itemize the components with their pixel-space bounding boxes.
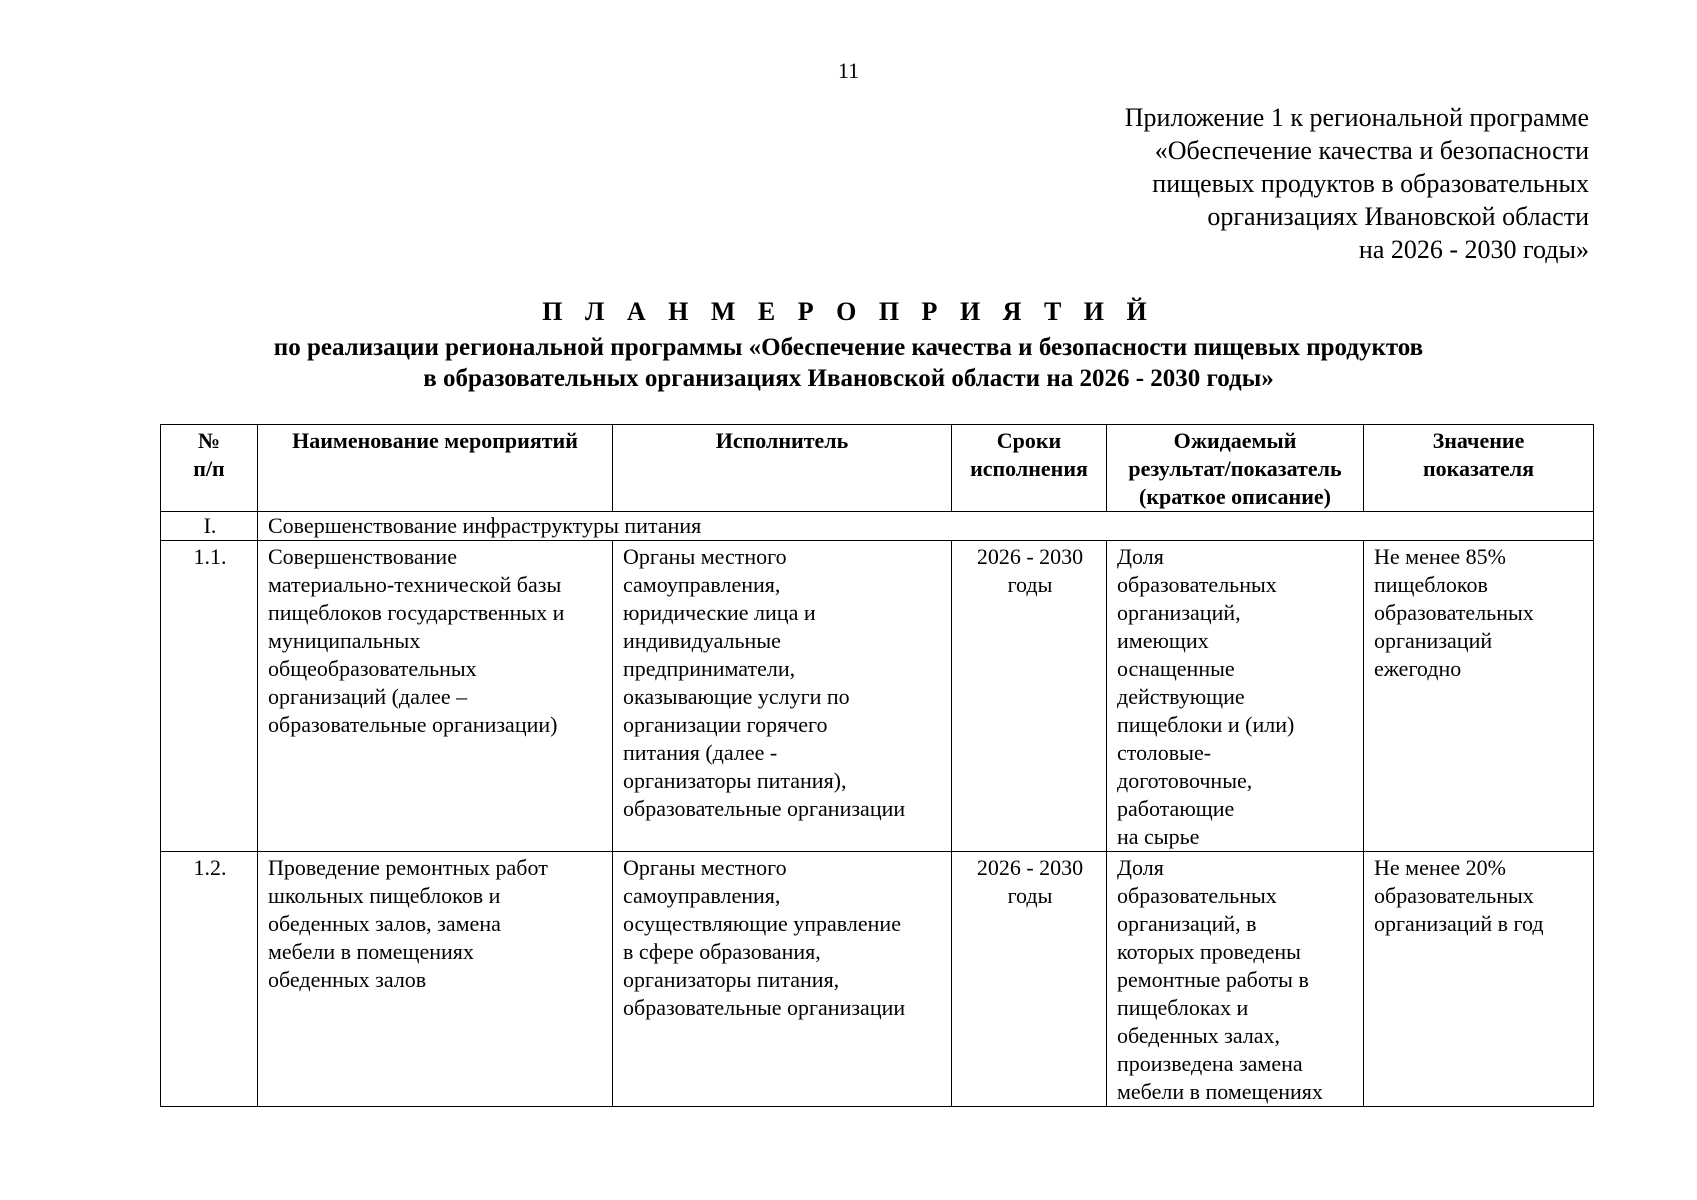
row-expected-result: Доля образовательных организаций, в которых проведены ремонтные работы в пищеблоках и обеденных залах, произведена замена мебели в помещениях — [1107, 852, 1364, 1107]
row-term: 2026 - 2030 годы — [952, 541, 1107, 852]
plan-subtitle-line: в образовательных организациях Ивановской области на 2026 - 2030 годы» — [423, 365, 1274, 392]
row-term: 2026 - 2030 годы — [952, 852, 1107, 1107]
header-term: Сроки исполнения — [952, 425, 1107, 512]
appendix-line: пищевых продуктов в образовательных — [1152, 169, 1589, 198]
row-number: 1.1. — [161, 541, 258, 852]
row-activity-name: Совершенствование материально-технической базы пищеблоков государственных и муниципальных общеобразовательных организаций (далее – образовательные организации) — [258, 541, 613, 852]
table-row — [161, 852, 1594, 1107]
appendix-line: Приложение 1 к региональной программе — [1124, 103, 1589, 132]
row-number: 1.2. — [161, 852, 258, 1107]
plan-subtitle — [0, 332, 1697, 394]
appendix-line: «Обеспечение качества и безопасности — [1154, 136, 1589, 165]
table-header-row — [161, 425, 1594, 512]
plan-title: П Л А Н М Е Р О П Р И Я Т И Й — [542, 297, 1155, 326]
header-activity-name: Наименование мероприятий — [258, 425, 613, 512]
header-expected-result: Ожидаемый результат/показатель (краткое описание) — [1107, 425, 1364, 512]
appendix-line: организациях Ивановской области — [1207, 202, 1589, 231]
header-executor: Исполнитель — [613, 425, 952, 512]
appendix-note — [1125, 101, 1589, 266]
plan-subtitle-line: по реализации региональной программы «Обеспечение качества и безопасности пищевых продуктов — [273, 334, 1424, 361]
row-executor: Органы местного самоуправления, осуществляющие управление в сфере образования, организаторы питания, образовательные организации — [613, 852, 952, 1107]
section-title: Совершенствование инфраструктуры питания — [258, 512, 1594, 541]
section-number: I. — [161, 512, 258, 541]
table-row — [161, 541, 1594, 852]
row-indicator-value: Не менее 85% пищеблоков образовательных организаций ежегодно — [1364, 541, 1594, 852]
row-executor: Органы местного самоуправления, юридические лица и индивидуальные предприниматели, оказывающие услуги по организации горячего питания (далее - организаторы питания), образовательные организации — [613, 541, 952, 852]
activities-table — [160, 424, 1594, 1107]
appendix-line: на 2026 - 2030 годы» — [1358, 235, 1589, 264]
table-section-row — [161, 512, 1594, 541]
header-number: № п/п — [161, 425, 258, 512]
header-indicator-value: Значение показателя — [1364, 425, 1594, 512]
row-indicator-value: Не менее 20% образовательных организаций в год — [1364, 852, 1594, 1107]
page-number: 11 — [837, 58, 860, 83]
row-activity-name: Проведение ремонтных работ школьных пищеблоков и обеденных залов, замена мебели в помещениях обеденных залов — [258, 852, 613, 1107]
row-expected-result: Доля образовательных организаций, имеющих оснащенные действующие пищеблоки и (или) столовые- доготовочные, работающие на сырье — [1107, 541, 1364, 852]
